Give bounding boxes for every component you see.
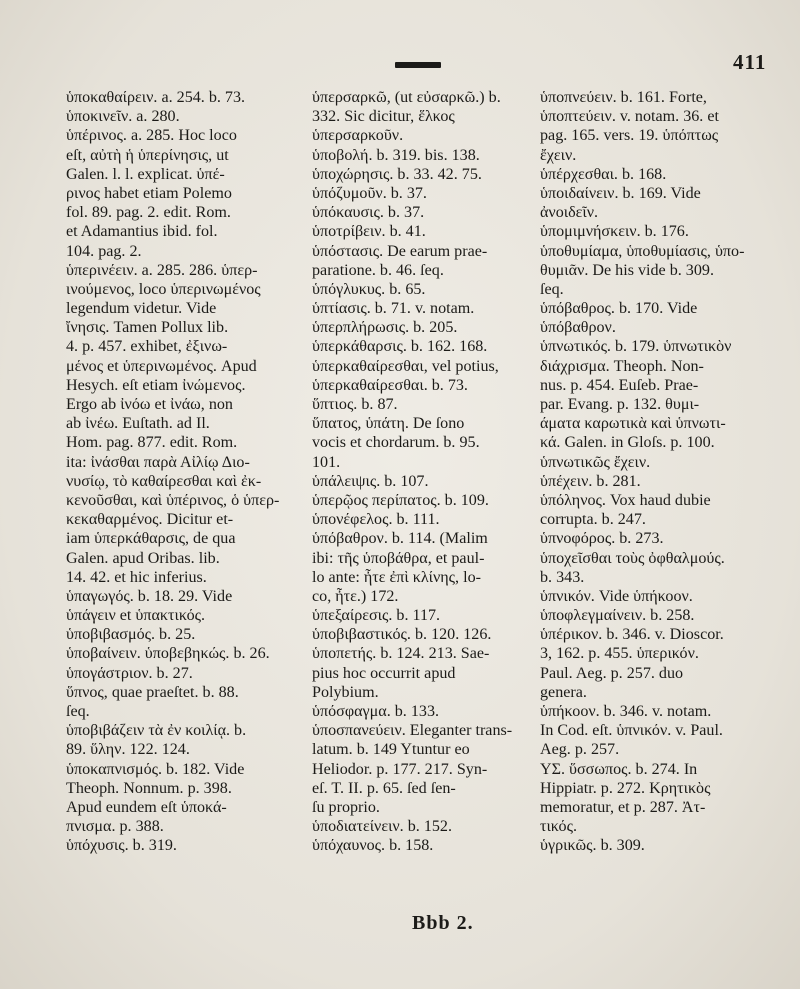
index-line: ὑπήκοον. b. 346. v. notam. — [540, 703, 712, 720]
index-line: ὑποσπανεύειν. Eleganter trans- — [312, 722, 513, 740]
index-line: ὑπνικόν. Vide ὑπήκοον. — [540, 587, 693, 605]
index-line: ὑπόχυσις. b. 319. — [66, 837, 177, 855]
index-line: ὑπόχαυνος. b. 158. — [312, 837, 434, 855]
index-line: ὑπόσφαγμα. b. 133. — [312, 703, 440, 720]
index-line: ὕπνος, quae praeſtet. b. 88. — [66, 683, 239, 701]
index-line: 14. 42. et hic inferius. — [66, 568, 207, 586]
index-line: θυμιᾶν. De his vide b. 309. — [540, 261, 714, 279]
index-line: genera. — [540, 683, 587, 701]
index-line: Hom. pag. 877. edit. Rom. — [66, 434, 238, 452]
index-line: vocis et chordarum. b. 95. — [312, 434, 480, 452]
index-line: ſeq. — [540, 280, 564, 298]
index-line: ὑπονέφελος. b. 111. — [312, 511, 440, 529]
index-line: κενοῦσθαι, καὶ ὑπέρινος, ὁ ὑπερ- — [66, 491, 280, 509]
index-line: ὑποβολή. b. 319. bis. 138. — [312, 146, 480, 164]
index-line: legendum videtur. Vide — [66, 300, 217, 318]
index-line: νυσίῳ, τὸ καθαίρεσθαι καὶ ἐκ- — [66, 472, 262, 490]
index-line: ἴνησις. Tamen Pollux lib. — [66, 319, 229, 337]
index-line: ὑπνωτικῶς ἔχειν. — [540, 453, 651, 471]
index-line: ΥΣ. ὕσσωπος. b. 274. In — [540, 760, 698, 778]
index-line: ὑποκαθαίρειν. a. 254. b. 73. — [66, 89, 246, 106]
index-line: ὑπτίασις. b. 71. v. notam. — [312, 300, 475, 318]
index-line: ὑπόβαθρον. — [540, 319, 616, 337]
index-line: ὑπαγωγός. b. 18. 29. Vide — [66, 587, 233, 605]
index-line: pius hoc occurrit apud — [312, 664, 456, 682]
index-line: ὑπόβαθρον. b. 114. (Malim — [312, 530, 488, 548]
index-line: ὑποτρίβειν. b. 41. — [312, 223, 426, 241]
index-line: 89. ὕλην. 122. 124. — [66, 741, 190, 759]
index-line: memoratur, et p. 287. Ἀτ- — [540, 798, 706, 816]
index-line: πνισμα. p. 388. — [66, 818, 164, 836]
index-line: κά. Galen. in Gloſs. p. 100. — [540, 434, 715, 452]
index-line: Apud eundem eſt ὑποκά- — [66, 798, 227, 816]
index-line: ὑποπνεύειν. b. 161. Forte, — [540, 89, 707, 106]
index-line: ὑπομιμνήσκειν. b. 176. — [540, 223, 689, 241]
index-line: fol. 89. pag. 2. edit. Rom. — [66, 204, 231, 222]
page-number: 411 — [733, 50, 767, 74]
index-line: ὑπέρχεσθαι. b. 168. — [540, 165, 667, 183]
index-line: ὑπέρικον. b. 346. v. Dioscor. — [540, 626, 724, 644]
index-line: κεκαθαρμένος. Dicitur et- — [66, 511, 234, 529]
index-line: 104. pag. 2. — [66, 242, 142, 260]
index-line: ὑπάλειψις. b. 107. — [312, 472, 429, 490]
index-line: ὑποβιβαστικός. b. 120. 126. — [312, 626, 492, 644]
index-line: ὕπατος, ὑπάτη. De ſono — [312, 415, 465, 433]
index-line: par. Evang. p. 132. θυμι- — [540, 396, 700, 413]
index-line: ὑπόγλυκυς. b. 65. — [312, 280, 426, 298]
index-line: ὑποπετής. b. 124. 213. Sae- — [312, 645, 490, 663]
index-line: Polybium. — [312, 683, 379, 701]
index-line: ὑποδιατείνειν. b. 152. — [312, 818, 452, 836]
index-line: co, ἦτε.) 172. — [312, 587, 399, 605]
index-line: ὑπνωτικός. b. 179. ὑπνωτικὸν — [540, 338, 732, 356]
index-line: διάχρισμα. Theoph. Non- — [540, 357, 704, 375]
index-line: ὑποκαπνισμός. b. 182. Vide — [66, 760, 245, 778]
index-line: latum. b. 149 Ytuntur eo — [312, 741, 470, 759]
index-line: ὑπερῷος περίπατος. b. 109. — [312, 491, 489, 509]
index-line: ὑπέρινος. a. 285. Hoc loco — [66, 127, 237, 145]
index-column-middle — [312, 88, 534, 856]
index-line: lo ante: ἦτε ἐπὶ κλίνης, lo- — [312, 568, 481, 586]
index-line: ὑπέχειν. b. 281. — [540, 472, 641, 490]
index-line: ὑγρικῶς. b. 309. — [540, 837, 645, 855]
index-line: ὑποβιβάζειν τὰ ἐν κοιλίᾳ. b. — [66, 722, 247, 740]
index-line: ὑποχεῖσθαι τοὺς ὀφθαλμούς. — [540, 549, 725, 567]
index-line: Galen. apud Oribas. lib. — [66, 549, 220, 567]
index-line: et Adamantius ibid. fol. — [66, 223, 218, 241]
index-line: ὑπερσαρκοῦν. — [312, 127, 404, 145]
index-line: Galen. l. l. explicat. ὑπέ- — [66, 165, 225, 183]
index-column-right — [540, 88, 768, 856]
index-line: ὑπερινέειν. a. 285. 286. ὑπερ- — [66, 261, 258, 279]
index-line: 3, 162. p. 455. ὑπερικόν. — [540, 645, 699, 663]
index-line: iam ὑπερκάθαρσις, de qua — [66, 530, 236, 548]
index-line: ὑπνοφόρος. b. 273. — [540, 530, 664, 548]
index-line: pag. 165. vers. 19. ὑπόπτως — [540, 127, 719, 145]
index-line: ὑπόκαυσις. b. 37. — [312, 204, 425, 222]
index-line: ibi: τῆς ὑποβάθρα, et paul- — [312, 549, 485, 567]
index-line: ὑπόστασις. De earum prae- — [312, 242, 488, 260]
index-line: ita: ἰνάσθαι παρὰ Αἰλίῳ Διο- — [66, 453, 250, 471]
index-line: ινούμενος, loco ὑπερινωμένος — [66, 280, 261, 298]
index-line: Hippiatr. p. 272. Κρητικὸς — [540, 779, 711, 797]
index-line: Hesych. eſt etiam ἰνώμενος. — [66, 376, 246, 394]
index-line: ὑπερκαθαίρεσθαι, vel potius, — [312, 357, 499, 375]
index-line: ὕπτιος. b. 87. — [312, 396, 398, 413]
index-line: μένος et ὑπερινωμένος. Apud — [66, 357, 257, 375]
index-line: Aeg. p. 257. — [540, 741, 620, 759]
index-line: ὑπάγειν et ὑπακτικός. — [66, 607, 206, 625]
index-line: ſu proprio. — [312, 798, 380, 816]
index-line: ὑπερκαθαίρεσθαι. b. 73. — [312, 376, 468, 394]
index-line: ὑπόληνος. Vox haud dubie — [540, 491, 711, 509]
index-line: ſeq. — [66, 703, 90, 720]
header-rule — [395, 62, 441, 68]
index-line: Theoph. Nonnum. p. 398. — [66, 779, 232, 797]
index-line: ὑπερπλήρωσις. b. 205. — [312, 319, 458, 337]
signature-mark: Bbb 2. — [412, 912, 474, 934]
index-line: ὑποφλεγμαίνειν. b. 258. — [540, 607, 695, 625]
index-line: In Cod. eſt. ὑπνικόν. v. Paul. — [540, 722, 723, 740]
index-line: τικός. — [540, 818, 577, 836]
index-line: eſ. T. II. p. 65. ſed ſen- — [312, 779, 456, 797]
index-line: ἔχειν. — [540, 146, 577, 164]
index-line: άματα καρωτικὰ καὶ ὑπνωτι- — [540, 415, 726, 433]
index-line: ρινος habet etiam Polemo — [66, 184, 232, 202]
index-line: Heliodor. p. 177. 217. Syn- — [312, 760, 488, 778]
index-line: paratione. b. 46. ſeq. — [312, 261, 444, 279]
index-line: eſt, αὐτὴ ἡ ὑπερίνησις, ut — [66, 146, 229, 164]
index-line: ὑπερκάθαρσις. b. 162. 168. — [312, 338, 488, 356]
index-line: ἀνοιδεῖν. — [540, 204, 599, 222]
index-line: ὑποβιβασμός. b. 25. — [66, 626, 196, 644]
index-line: Ergo ab ἰνόω et ἰνάω, non — [66, 396, 233, 413]
index-line: ὑποβαίνειν. ὑποβεβηκώς. b. 26. — [66, 645, 270, 663]
index-line: ab ἰνέω. Euſtath. ad Il. — [66, 415, 210, 433]
index-line: nus. p. 454. Euſeb. Prae- — [540, 376, 699, 394]
index-line: ὑπογάστριον. b. 27. — [66, 664, 193, 682]
index-line: b. 343. — [540, 568, 585, 586]
index-line: Paul. Aeg. p. 257. duo — [540, 664, 684, 682]
index-line: ὑπερσαρκῶ, (ut εὐσαρκῶ.) b. — [312, 89, 501, 106]
index-line: ὑποπτεύειν. v. notam. 36. et — [540, 108, 719, 126]
index-line: 332. Sic dicitur, ἕλκος — [312, 108, 455, 126]
index-line: 4. p. 457. exhibet, ἐξινω- — [66, 338, 228, 356]
index-line: ὑποχώρησις. b. 33. 42. 75. — [312, 165, 482, 183]
index-line: ὑποκινεῖν. a. 280. — [66, 108, 180, 126]
index-column-left — [66, 88, 298, 856]
index-line: 101. — [312, 453, 341, 471]
index-line: ὑποθυμίαμα, ὑποθυμίασις, ὑπο- — [540, 242, 745, 260]
index-line: ὑπόζυμοῦν. b. 37. — [312, 184, 427, 202]
index-line: ὑποιδαίνειν. b. 169. Vide — [540, 184, 701, 202]
index-line: ὑπεξαίρεσις. b. 117. — [312, 607, 441, 625]
index-line: ὑπόβαθρος. b. 170. Vide — [540, 300, 698, 318]
index-line: corrupta. b. 247. — [540, 511, 646, 529]
